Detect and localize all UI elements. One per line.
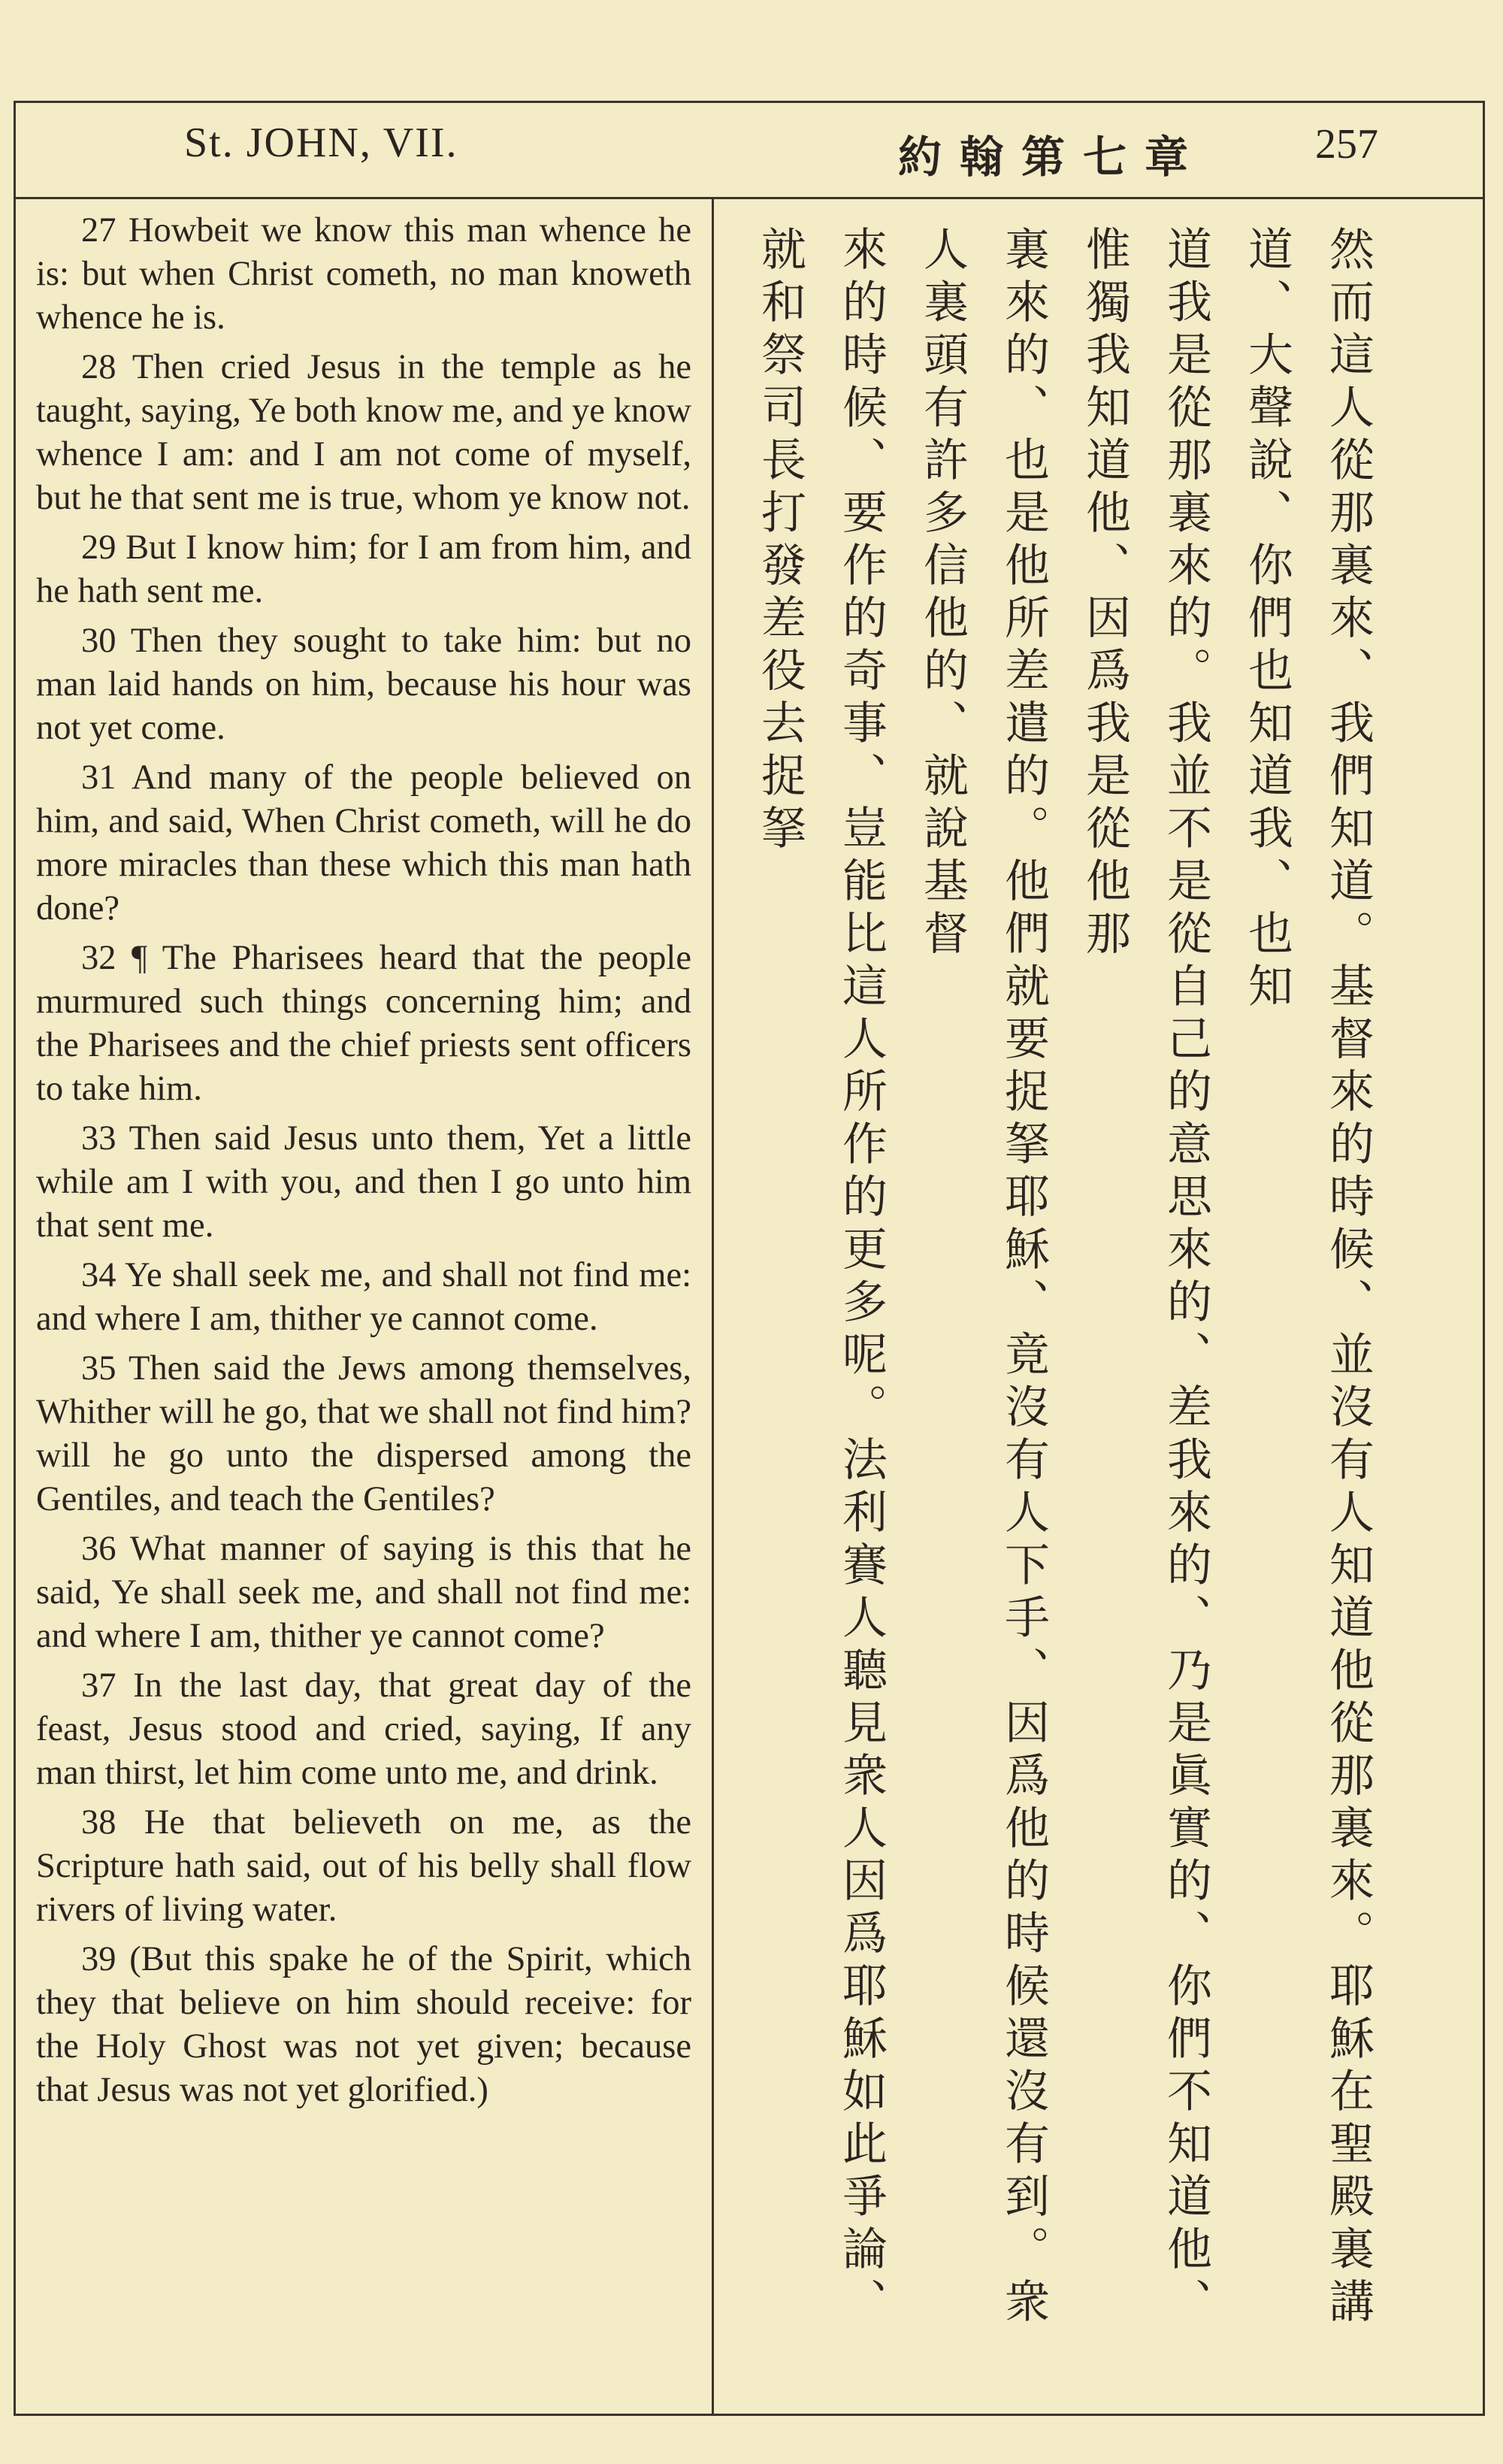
header-right-title: 約翰第七章: [898, 132, 1207, 183]
verse-30: 30 Then they sought to take him: but no man laid hands on him, because his hour was not yet come.: [36, 622, 691, 747]
chinese-column: [738, 226, 1389, 2368]
verse-37: 37 In the last day, that great day of the feast, Jesus stood and cried, saying, If any man thirst, let him come unto me, and drink.: [36, 1666, 691, 1792]
column-divider: [712, 197, 714, 2416]
chinese-line: 來的時候、要作的奇事、豈能比這人所作的更多呢。法利賽人聽見衆人因爲耶穌如此爭論、就和祭司長打發差役去捉拏: [754, 226, 888, 2330]
verse-34: 34 Ye shall seek me, and shall not find me: and where I am, thither ye cannot come.: [36, 1256, 691, 1338]
header-left-title: St. JOHN, VII.: [184, 120, 458, 166]
verse-33: 33 Then said Jesus unto them, Yet a little while am I with you, and then I go unto him that sent me.: [36, 1119, 691, 1245]
page-number: 257: [1315, 121, 1378, 168]
chinese-line: 然而這人從那裏來、我們知道。基督來的時候、並沒有人知道他從那裏來。耶穌在聖殿裏講道、大聲說、你們也知道我、也知: [1241, 226, 1374, 2330]
chinese-line: 裏來的、也是他所差遣的。他們就要捉拏耶穌、竟沒有人下手、因爲他的時候還沒有到。衆人裏頭有許多信他的、就說基督: [916, 226, 1050, 2330]
verse-29: 29 But I know him; for I am from him, and he hath sent me.: [36, 528, 691, 610]
verse-32: 32 ¶ The Pharisees heard that the people murmured such things concerning him; and the Pharisees and the chief priests sent officers to take him.: [36, 939, 691, 1108]
verse-39: 39 (But this spake he of the Spirit, which they that believe on him should receive: for the Holy Ghost was not yet given; because that Jesus was not yet glorified.): [36, 1940, 691, 2109]
english-column: [36, 209, 691, 2118]
verse-38: 38 He that believeth on me, as the Scripture hath said, out of his belly shall flow rivers of living water.: [36, 1803, 691, 1929]
verse-35: 35 Then said the Jews among themselves, Whither will he go, that we shall not find him? will he go unto the dispersed among the Gentiles, and teach the Gentiles?: [36, 1349, 691, 1518]
verse-31: 31 And many of the people believed on him, and said, When Christ cometh, will he do more miracles than these which this man hath done?: [36, 758, 691, 928]
verse-36: 36 What manner of saying is this that he said, Ye shall seek me, and shall not find me: and where I am, thither ye cannot come?: [36, 1530, 691, 1655]
verse-27: 27 Howbeit we know this man whence he is: but when Christ cometh, no man knoweth whence he is.: [36, 211, 691, 337]
header-divider: [14, 197, 1485, 199]
chinese-line: 道我是從那裏來的。我並不是從自己的意思來的、差我來的、乃是眞實的、你們不知道他、惟獨我知道他、因爲我是從他那: [1078, 226, 1212, 2330]
chinese-line: [738, 226, 739, 2368]
verse-28: 28 Then cried Jesus in the temple as he taught, saying, Ye both know me, and ye know whence I am: and I am not come of myself, but he that sent me is true, whom ye know not.: [36, 348, 691, 517]
